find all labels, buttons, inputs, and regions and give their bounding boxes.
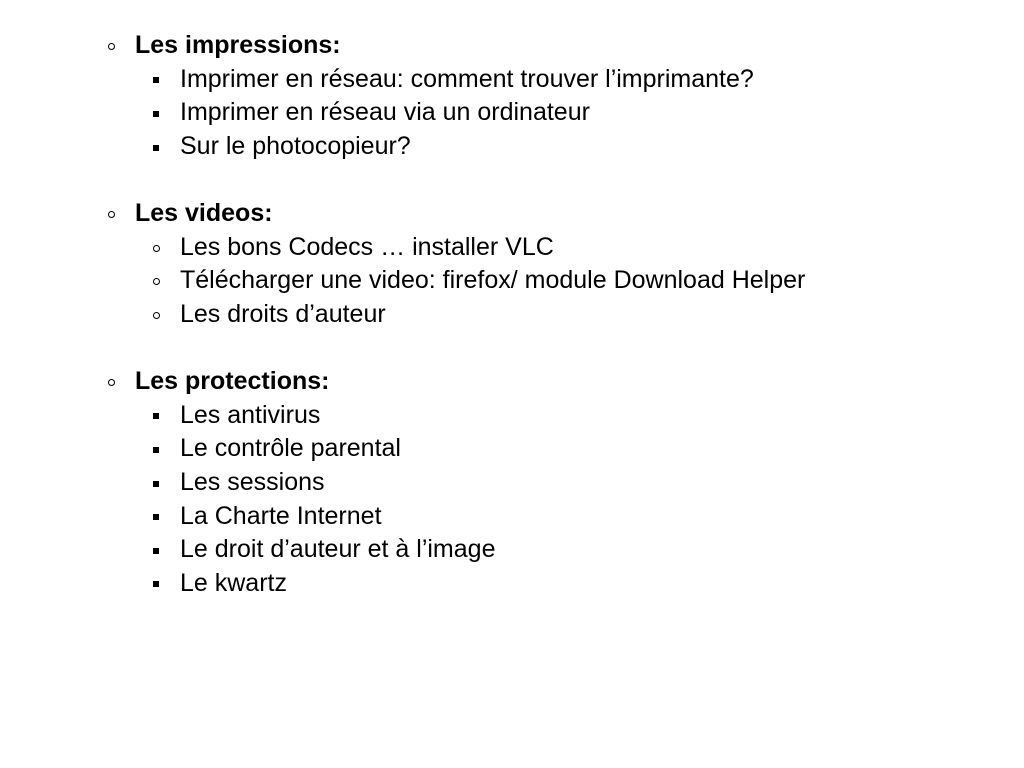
circle-bullet-icon (108, 211, 115, 218)
section-videos (108, 197, 805, 331)
circle-bullet-icon (108, 43, 115, 50)
list-item (153, 432, 495, 466)
square-bullet-icon (153, 111, 159, 117)
section-heading-text: Les impressions: (135, 31, 341, 60)
circle-bullet-icon (153, 312, 160, 319)
list-item (153, 533, 495, 567)
square-bullet-icon (153, 581, 159, 587)
square-bullet-icon (153, 77, 159, 83)
list-item-text: La Charte Internet (180, 501, 382, 530)
section-heading (108, 29, 754, 63)
section-heading-text: Les protections: (135, 367, 330, 396)
list-item (153, 567, 495, 601)
section-impressions (108, 29, 754, 163)
square-bullet-icon (153, 514, 159, 520)
list-item (153, 96, 754, 130)
list-item (153, 499, 495, 533)
square-bullet-icon (153, 145, 159, 151)
list-item-text: Le contrôle parental (180, 434, 401, 463)
circle-bullet-icon (153, 245, 160, 252)
section-protections (108, 365, 495, 600)
section-heading (108, 197, 805, 231)
list-item-text: Les bons Codecs … installer VLC (180, 232, 554, 261)
circle-bullet-icon (153, 278, 160, 285)
list-item-text: Sur le photocopieur? (180, 132, 411, 161)
square-bullet-icon (153, 481, 159, 487)
list-item (153, 466, 495, 500)
list-item (153, 399, 495, 433)
list-item-text: Télécharger une video: firefox/ module Download Helper (180, 266, 806, 295)
list-item-text: Imprimer en réseau via un ordinateur (180, 98, 590, 127)
square-bullet-icon (153, 548, 159, 554)
list-item (153, 130, 754, 164)
list-item (153, 264, 805, 298)
list-item (153, 298, 805, 332)
list-item-text: Le droit d’auteur et à l’image (180, 535, 496, 564)
list-item-text: Les sessions (180, 468, 325, 497)
section-heading-text: Les videos: (135, 199, 273, 228)
list-item-text: Les antivirus (180, 400, 321, 429)
list-item-text: Les droits d’auteur (180, 300, 386, 329)
list-item (153, 63, 754, 97)
section-heading (108, 365, 495, 399)
circle-bullet-icon (108, 379, 115, 386)
list-item (153, 231, 805, 265)
square-bullet-icon (153, 447, 159, 453)
list-item-text: Imprimer en réseau: comment trouver l’imprimante? (180, 64, 754, 93)
list-item-text: Le kwartz (180, 568, 287, 597)
square-bullet-icon (153, 413, 159, 419)
